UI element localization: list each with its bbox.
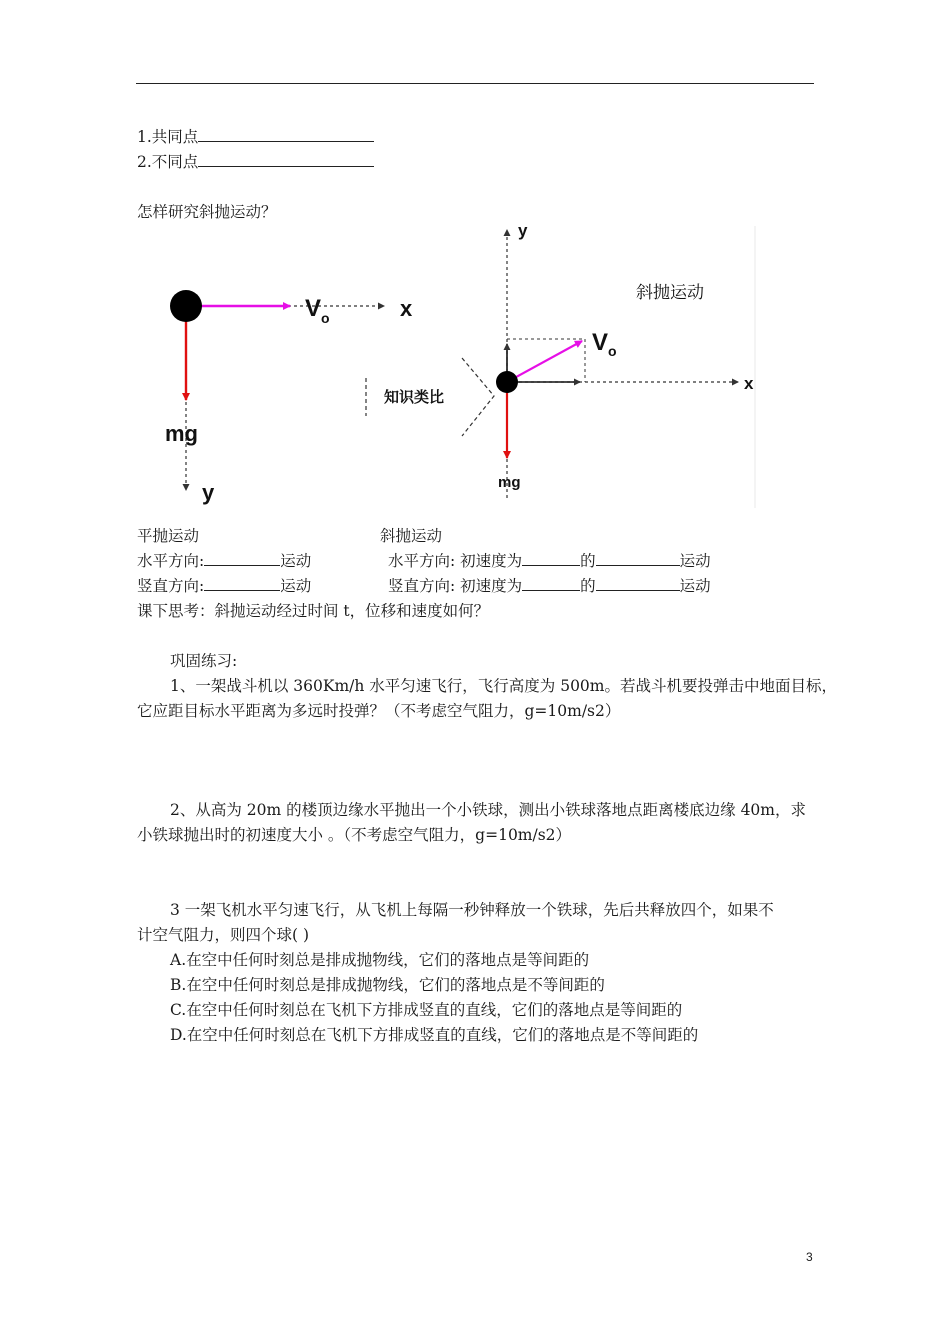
analogy-arrow bbox=[366, 358, 494, 436]
q1-line1: 1、一架战斗机以 360Km/h 水平匀速飞行，飞行高度为 500m。若战斗机要投弹击中地面目标， bbox=[170, 677, 837, 695]
right-ball bbox=[496, 371, 518, 393]
right-mg-label: mg bbox=[498, 474, 521, 491]
oblique-title: 斜抛运动 bbox=[380, 527, 443, 545]
left-y-label: y bbox=[202, 480, 215, 505]
differences-label: 2.不同点 bbox=[137, 153, 199, 171]
analogy-chevron bbox=[462, 358, 494, 436]
oblique-vertical-label: 竖直方向: 初速度为 bbox=[388, 577, 523, 595]
oblique-vertical-row bbox=[388, 576, 711, 596]
flat-title: 平抛运动 bbox=[137, 527, 200, 545]
q3-option-b: B.在空中任何时刻总是排成抛物线，它们的落地点是不等间距的 bbox=[170, 976, 605, 994]
q3-line2: 计空气阻力，则四个球( ) bbox=[137, 926, 310, 944]
oblique-horizontal-label: 水平方向: 初速度为 bbox=[388, 552, 523, 570]
flat-horizontal-blank[interactable] bbox=[204, 551, 280, 566]
right-diagram-title: 斜抛运动 bbox=[636, 283, 704, 302]
oblique-vertical-v0-blank[interactable] bbox=[522, 576, 580, 591]
oblique-vertical-of: 的 bbox=[580, 577, 596, 595]
page-number: 3 bbox=[806, 1250, 813, 1264]
right-v0-label: $V_o$ bbox=[592, 329, 617, 359]
right-velocity-arrow bbox=[507, 341, 582, 382]
q3-line1: 3 一架飞机水平匀速飞行，从飞机上每隔一秒钟释放一个铁球，先后共释放四个，如果不 bbox=[170, 901, 774, 919]
oblique-horizontal-motion: 运动 bbox=[679, 552, 711, 570]
exercises-title: 巩固练习: bbox=[170, 652, 238, 670]
flat-horizontal-motion: 运动 bbox=[280, 552, 312, 570]
oblique-horizontal-row bbox=[388, 551, 711, 571]
question-heading: 怎样研究斜抛运动？ bbox=[137, 203, 277, 221]
q3-option-a: A.在空中任何时刻总是排成抛物线，它们的落地点是等间距的 bbox=[170, 951, 590, 969]
think-question: 课下思考：斜抛运动经过时间 t，位移和速度如何？ bbox=[137, 602, 490, 620]
flat-vertical-row bbox=[137, 576, 311, 596]
oblique-vertical-motion: 运动 bbox=[679, 577, 711, 595]
flat-horizontal-row bbox=[137, 551, 311, 571]
analogy-label: 知识类比 bbox=[384, 389, 445, 406]
q2-line2: 小铁球抛出时的初速度大小 。（不考虑空气阻力，g=10m/s2） bbox=[137, 826, 572, 844]
flat-vertical-motion: 运动 bbox=[280, 577, 312, 595]
flat-vertical-blank[interactable] bbox=[204, 576, 280, 591]
q2-line1: 2、从高为 20m 的楼顶边缘水平抛出一个小铁球，测出小铁球落地点距离楼底边缘 40m，求 bbox=[170, 801, 806, 819]
right-y-label: y bbox=[518, 221, 528, 240]
oblique-horizontal-of: 的 bbox=[580, 552, 596, 570]
oblique-projectile-diagram bbox=[496, 221, 755, 508]
q3-option-d: D.在空中任何时刻总在飞机下方排成竖直的直线，它们的落地点是不等间距的 bbox=[170, 1026, 699, 1044]
flat-vertical-label: 竖直方向: bbox=[137, 577, 205, 595]
right-x-label: x bbox=[744, 374, 754, 393]
left-x-label: x bbox=[400, 296, 413, 321]
left-v0-label: $V_o$ bbox=[305, 295, 330, 326]
flat-horizontal-label: 水平方向: bbox=[137, 552, 205, 570]
left-mg-label: mg bbox=[165, 421, 198, 446]
left-ball bbox=[170, 290, 202, 322]
flat-projectile-diagram bbox=[165, 290, 413, 505]
q3-option-c: C.在空中任何时刻总在飞机下方排成竖直的直线，它们的落地点是等间距的 bbox=[170, 1001, 683, 1019]
oblique-vertical-motion-blank[interactable] bbox=[596, 576, 680, 591]
q1-line2: 它应距目标水平距离为多远时投弹？（不考虑空气阻力，g=10m/s2） bbox=[137, 702, 621, 720]
projectile-diagram bbox=[0, 0, 950, 520]
oblique-horizontal-motion-blank[interactable] bbox=[596, 551, 680, 566]
oblique-horizontal-v0-blank[interactable] bbox=[522, 551, 580, 566]
similarities-label: 1.共同点 bbox=[137, 128, 199, 146]
